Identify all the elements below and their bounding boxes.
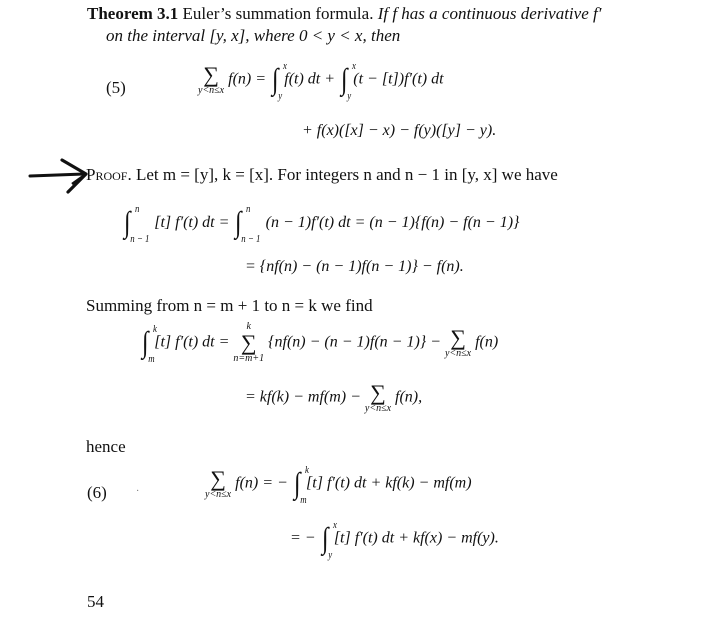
sum-symbol: k ∑ n=m+1 <box>233 321 265 364</box>
sum-symbol: ∑ y<n≤x <box>198 62 225 96</box>
hence-text: hence <box>86 437 126 456</box>
proof-eq1-line-1: ∫ n n − 1 [t] f′(t) dt = ∫ n n − 1 (n − 1)f′(t) dt = (n − 1){f(n) − f(n − 1)} <box>123 203 520 245</box>
integral-sign: ∫ x y <box>321 519 337 561</box>
sum-symbol: ∑ y<n≤x <box>364 380 392 414</box>
integral-sign: ∫ k m <box>141 323 157 365</box>
equation-6-line-2: = − ∫ x y [t] f′(t) dt + kf(x) − mf(y). <box>290 519 499 561</box>
theorem-line-2: on the interval [y, x], where 0 < y < x, then <box>106 26 401 45</box>
integral-sign: ∫ n n − 1 <box>235 203 261 245</box>
proof-eq2-line-2: = kf(k) − mf(m) − ∑ y<n≤x f(n), <box>245 380 423 414</box>
sum-symbol: ∑ y<n≤x <box>444 325 472 359</box>
theorem-statement-1: If f has a continuous derivative f′ <box>377 4 602 23</box>
theorem-line-1 <box>87 4 601 24</box>
proof-text: Let m = [y], k = [x]. For integers n and n − 1 in [y, x] we have <box>135 165 558 184</box>
sum-symbol: ∑ y<n≤x <box>205 466 232 500</box>
summing-text: Summing from n = m + 1 to n = k we find <box>86 296 373 315</box>
integral-sign: ∫ x y <box>340 60 356 102</box>
equation-5-number: (5) <box>106 78 126 97</box>
integral-sign: ∫ n n − 1 <box>123 203 150 245</box>
proof-line <box>86 165 558 185</box>
equation-6-line-1: ∑ y<n≤x f(n) = − ∫ k m [t] f′(t) dt + kf(k) − mf(m) <box>205 464 472 506</box>
page-number: 54 <box>87 592 104 611</box>
equation-5-line-2: + f(x)([x] − x) − f(y)([y] − y). <box>302 122 497 139</box>
equation-5-line-1: ∑ y<n≤x f(n) = ∫ x y f(t) dt + ∫ x y (t − [t])f′(t) dt <box>198 60 444 102</box>
proof-eq1-line-2: = {nf(n) − (n − 1)f(n − 1)} − f(n). <box>245 258 464 275</box>
handwritten-arrow-icon <box>28 158 90 194</box>
theorem-label: Theorem 3.1 <box>87 4 179 23</box>
proof-label: Proof. <box>86 165 132 184</box>
proof-eq2-line-1: ∫ k m [t] f′(t) dt = k ∑ n=m+1 {nf(n) − (n − 1)f(n − 1)} − ∑ y<n≤x f(n) <box>141 321 499 365</box>
integral-sign: ∫ x y <box>271 60 287 102</box>
stray-dot: · <box>136 486 140 497</box>
theorem-name: Euler’s summation formula. <box>182 4 374 23</box>
equation-6-number: (6) <box>87 483 107 502</box>
integral-sign: ∫ k m <box>293 464 309 506</box>
